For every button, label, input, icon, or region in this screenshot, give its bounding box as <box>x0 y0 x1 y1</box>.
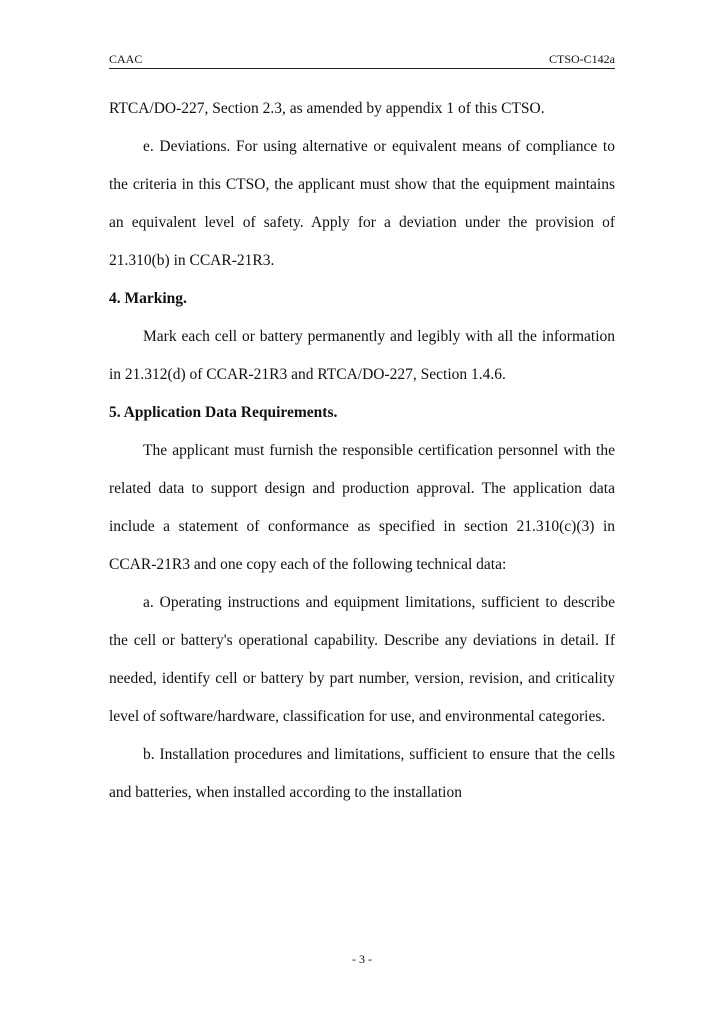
heading-application-data: 5. Application Data Requirements. <box>109 404 338 421</box>
page-header <box>109 52 615 69</box>
paragraph-application-data: The applicant must furnish the responsible certification personnel with the related data to support design and production approval. The application data include a statement of conformance as specified in section 21.310(c)(3) in CCAR-21R3 and one copy each of the following technical data: <box>109 442 615 573</box>
paragraph-marking: Mark each cell or battery permanently and legibly with all the information in 21.312(d) of CCAR-21R3 and RTCA/DO-227, Section 1.4.6. <box>109 328 615 383</box>
heading-marking: 4. Marking. <box>109 290 187 307</box>
paragraph-deviations: e. Deviations. For using alternative or equivalent means of compliance to the criteria in this CTSO, the applicant must show that the equipment maintains an equivalent level of safety. Apply for a deviation under the provision of 21.310(b) in CCAR-21R3. <box>109 138 615 269</box>
paragraph-operating-instructions: a. Operating instructions and equipment limitations, sufficient to describe the cell or battery's operational capability. Describe any deviations in detail. If needed, identify cell or battery by part number, version, revision, and criticality level of software/hardware, classification for use, and environmental categories. <box>109 594 615 725</box>
header-org: CAAC <box>109 52 143 66</box>
header-document-id: CTSO-C142a <box>549 52 615 66</box>
paragraph-section-reference: RTCA/DO-227, Section 2.3, as amended by appendix 1 of this CTSO. <box>109 100 545 117</box>
paragraph-installation-procedures: b. Installation procedures and limitations, sufficient to ensure that the cells and batteries, when installed according to the installation <box>109 746 615 801</box>
page-number: - 3 - <box>352 952 372 966</box>
page-body <box>109 90 615 812</box>
